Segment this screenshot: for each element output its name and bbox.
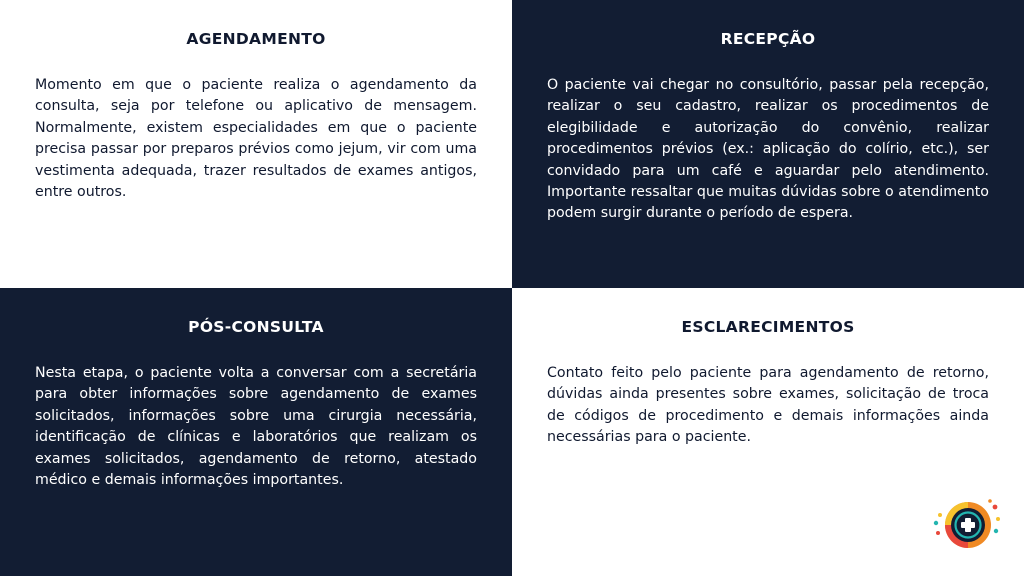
- section-title: AGENDAMENTO: [186, 30, 326, 48]
- section-text: Nesta etapa, o paciente volta a conversar com a secretária para obter informações sobre agendamento de exames solicitados, informações sobre uma cirurgia necessária, identificação de clínicas e laboratórios que realizam os exames solicitados, agendamento de retorno, atestado médico e demais informações importantes.: [35, 365, 477, 489]
- section-title: ESCLARECIMENTOS: [681, 318, 855, 336]
- section-agendamento: [0, 0, 512, 288]
- section-recepcao: [512, 0, 1024, 288]
- section-title: PÓS-CONSULTA: [188, 318, 324, 336]
- medical-cross-logo-icon: [932, 497, 1002, 553]
- section-pos-consulta: [0, 288, 512, 576]
- section-text: Momento em que o paciente realiza o agendamento da consulta, seja por telefone ou aplicativo de mensagem. Normalmente, existem especialidades em que o paciente precisa passar por preparos prévios como jejum, vir com uma vestimenta adequada, trazer resultados de exames antigos, entre outros.: [35, 77, 477, 201]
- section-text: O paciente vai chegar no consultório, passar pela recepção, realizar o seu cadastro, realizar os procedimentos de elegibilidade e autorização do convênio, realizar procedimentos prévios (ex.: aplicação do colírio, etc.), ser convidado para um café e aguardar pelo atendimento. Importante ressaltar que muitas dúvidas sobre o atendimento podem surgir durante o período de espera.: [547, 77, 989, 222]
- section-text: Contato feito pelo paciente para agendamento de retorno, dúvidas ainda presentes sobre exames, solicitação de troca de códigos de procedimento e demais informações ainda necessárias para o paciente.: [547, 365, 989, 446]
- section-title: RECEPÇÃO: [720, 30, 816, 48]
